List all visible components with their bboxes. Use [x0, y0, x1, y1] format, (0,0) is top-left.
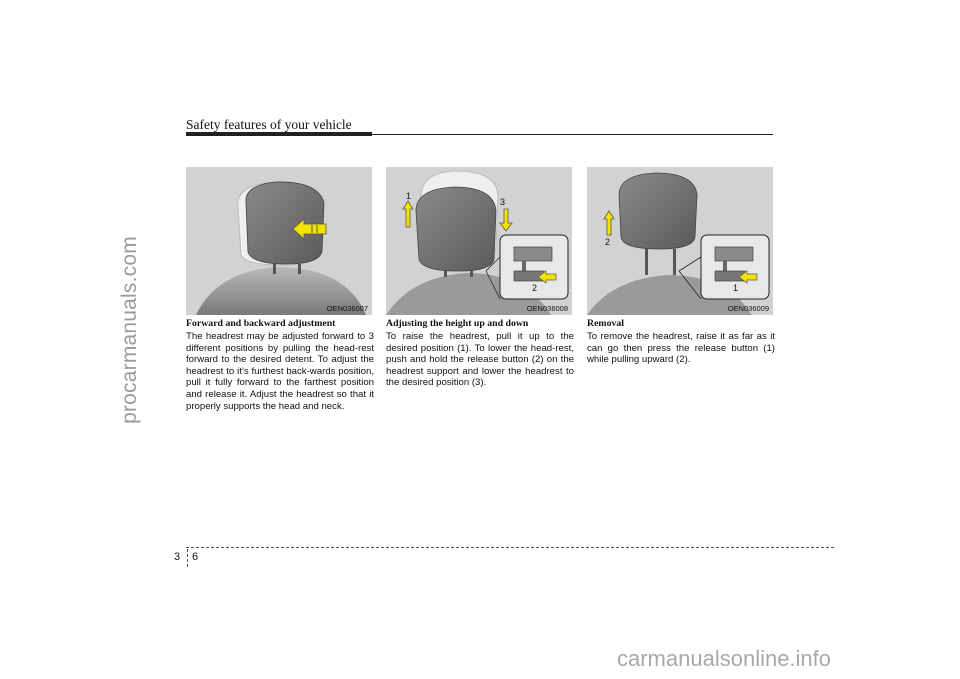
figure-code: OEN036007	[326, 304, 368, 313]
page-header-title: Safety features of your vehicle	[186, 117, 352, 132]
label-2: 2	[605, 237, 611, 247]
section-heading: Removal	[587, 318, 625, 329]
figure-code: OEN036009	[727, 304, 769, 313]
headrest-illustration-2	[386, 167, 572, 315]
section-heading: Adjusting the height up and down	[386, 318, 529, 329]
headrest-illustration-1	[186, 167, 372, 315]
footer-rule	[186, 547, 834, 548]
section-forward-backward	[186, 318, 374, 412]
arrow-down-icon	[500, 209, 512, 231]
header-rule	[372, 134, 773, 135]
chapter-number: 3	[174, 551, 181, 563]
headrest-illustration-3	[587, 167, 773, 315]
figure-forward-backward	[186, 167, 372, 315]
watermark-carmanualsonline: carmanualsonline.info	[617, 646, 832, 671]
header-bar	[186, 132, 372, 136]
section-body: To raise the headrest, pull it up to the desired position (1). To lower the head-rest, push and hold the release button (2) on the headrest support and lower the headrest to the desired position (3).	[386, 331, 574, 389]
section-height-adjust	[386, 318, 574, 389]
figure-removal	[587, 167, 773, 315]
watermark-procarmanuals: procarmanuals.com	[118, 236, 141, 424]
section-body: The headrest may be adjusted forward to 3 different positions by pulling the head-rest forward to the desired detent. To adjust the headrest to it’s furthest back-wards position, pull it fully forward to the farthest position and release it. Adjust the headrest so that it properly supports the head and neck.	[186, 331, 374, 412]
label-3: 3	[500, 197, 506, 207]
figure-code: OEN036008	[526, 304, 568, 313]
figure-height-adjust	[386, 167, 572, 315]
page-number: 6	[192, 551, 199, 563]
section-heading: Forward and backward adjustment	[186, 318, 336, 329]
label-1: 1	[733, 283, 739, 293]
arrow-up-icon	[403, 201, 413, 227]
section-body: To remove the headrest, raise it as far as it can go then press the release button (1) while pulling upward (2).	[587, 331, 775, 366]
label-2: 2	[532, 283, 538, 293]
section-removal	[587, 318, 775, 366]
label-1: 1	[406, 191, 412, 201]
page-number-divider	[187, 549, 188, 567]
arrow-up-icon	[604, 211, 614, 235]
